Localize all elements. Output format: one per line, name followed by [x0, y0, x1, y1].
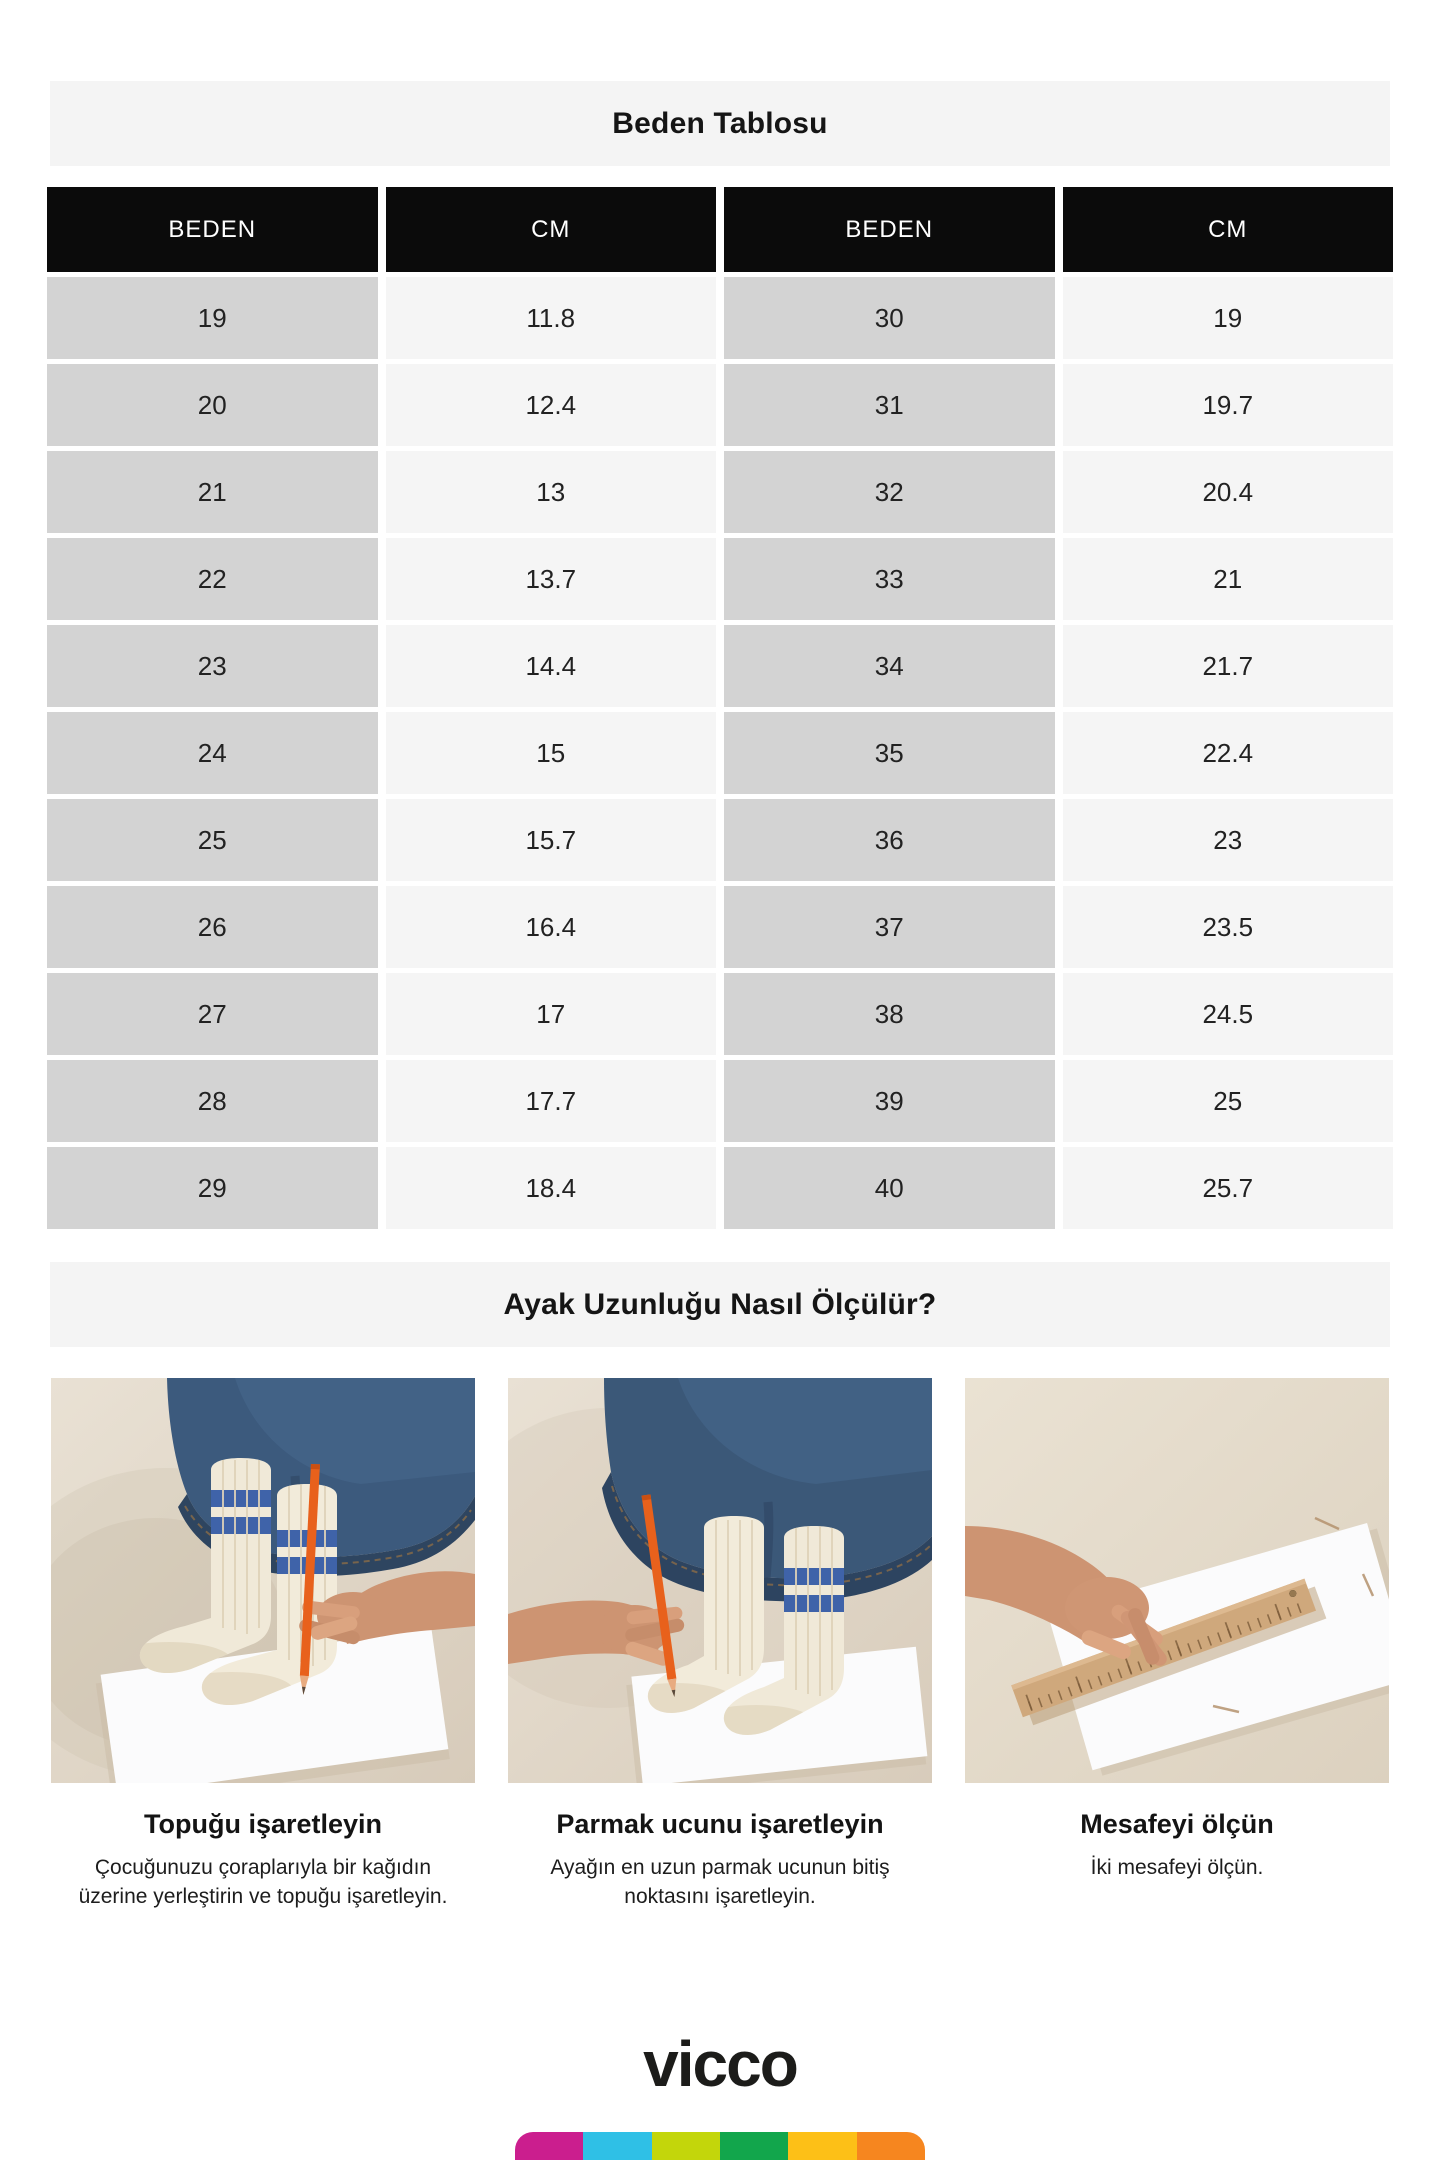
rainbow-segment [652, 2132, 720, 2160]
step-mark-toe [508, 1378, 932, 1911]
size-value-cell: 27 [47, 973, 378, 1055]
size-value-cell: 23 [47, 625, 378, 707]
cm-value-cell: 21.7 [1063, 625, 1394, 707]
rainbow-segment [857, 2132, 925, 2160]
size-table-title: Beden Tablosu [612, 106, 828, 140]
cm-value-cell: 22.4 [1063, 712, 1394, 794]
size-table-header-cm-left: CM [386, 187, 717, 272]
cm-value-cell: 21 [1063, 538, 1394, 620]
measure-section-title: Ayak Uzunluğu Nasıl Ölçülür? [503, 1287, 937, 1321]
size-value-cell: 20 [47, 364, 378, 446]
size-table-header-beden-left: BEDEN [47, 187, 378, 272]
rainbow-segment [720, 2132, 788, 2160]
step-title: Topuğu işaretleyin [143, 1809, 383, 1839]
size-table-banner [50, 81, 1390, 166]
size-value-cell: 21 [47, 451, 378, 533]
size-value-cell: 38 [724, 973, 1055, 1055]
cm-value-cell: 25.7 [1063, 1147, 1394, 1229]
size-value-cell: 31 [724, 364, 1055, 446]
cm-value-cell: 13 [386, 451, 717, 533]
cm-value-cell: 19 [1063, 277, 1394, 359]
step-description: Çocuğunuzu çoraplarıyla bir kağıdın üzerine yerleştirin ve topuğu işaretleyin. [78, 1856, 448, 1908]
cm-value-cell: 15.7 [386, 799, 717, 881]
size-value-cell: 24 [47, 712, 378, 794]
cm-value-cell: 24.5 [1063, 973, 1394, 1055]
size-value-cell: 30 [724, 277, 1055, 359]
cm-value-cell: 17.7 [386, 1060, 717, 1142]
cm-value-cell: 13.7 [386, 538, 717, 620]
size-table [47, 187, 1393, 1229]
size-value-cell: 40 [724, 1147, 1055, 1229]
cm-value-cell: 15 [386, 712, 717, 794]
cm-value-cell: 16.4 [386, 886, 717, 968]
size-table-header-cm-right: CM [1063, 187, 1394, 272]
size-table-header-beden-right: BEDEN [724, 187, 1055, 272]
measure-section-banner [50, 1262, 1390, 1347]
cm-value-cell: 18.4 [386, 1147, 717, 1229]
cm-value-cell: 20.4 [1063, 451, 1394, 533]
rainbow-segment [583, 2132, 651, 2160]
size-value-cell: 36 [724, 799, 1055, 881]
measure-steps [51, 1378, 1389, 1911]
cm-value-cell: 25 [1063, 1060, 1394, 1142]
cm-value-cell: 14.4 [386, 625, 717, 707]
jeans [602, 1378, 932, 1601]
size-value-cell: 29 [47, 1147, 378, 1229]
vicco-logo: vicco [643, 2028, 797, 2100]
size-value-cell: 37 [724, 886, 1055, 968]
rainbow-bar [515, 2132, 925, 2160]
size-value-cell: 26 [47, 886, 378, 968]
size-value-cell: 28 [47, 1060, 378, 1142]
ruler-measuring-photo [965, 1378, 1389, 1783]
step-title: Mesafeyi ölçün [1080, 1809, 1274, 1839]
cm-value-cell: 11.8 [386, 277, 717, 359]
size-value-cell: 22 [47, 538, 378, 620]
step-title: Parmak ucunu işaretleyin [556, 1809, 884, 1839]
toe-marking-photo [508, 1378, 932, 1783]
step-description: Ayağın en uzun parmak ucunun bitiş noktasını işaretleyin. [550, 1856, 890, 1908]
cm-value-cell: 23.5 [1063, 886, 1394, 968]
size-value-cell: 33 [724, 538, 1055, 620]
size-value-cell: 25 [47, 799, 378, 881]
step-description: İki mesafeyi ölçün. [1090, 1856, 1264, 1879]
size-value-cell: 39 [724, 1060, 1055, 1142]
size-value-cell: 35 [724, 712, 1055, 794]
brand-footer [0, 2028, 1440, 2100]
step-measure-distance [965, 1378, 1389, 1911]
cm-value-cell: 12.4 [386, 364, 717, 446]
cm-value-cell: 17 [386, 973, 717, 1055]
size-value-cell: 32 [724, 451, 1055, 533]
step-mark-heel [51, 1378, 475, 1911]
size-value-cell: 34 [724, 625, 1055, 707]
cm-value-cell: 23 [1063, 799, 1394, 881]
rainbow-segment [788, 2132, 856, 2160]
cm-value-cell: 19.7 [1063, 364, 1394, 446]
size-value-cell: 19 [47, 277, 378, 359]
rainbow-segment [515, 2132, 583, 2160]
heel-marking-photo [51, 1378, 475, 1783]
